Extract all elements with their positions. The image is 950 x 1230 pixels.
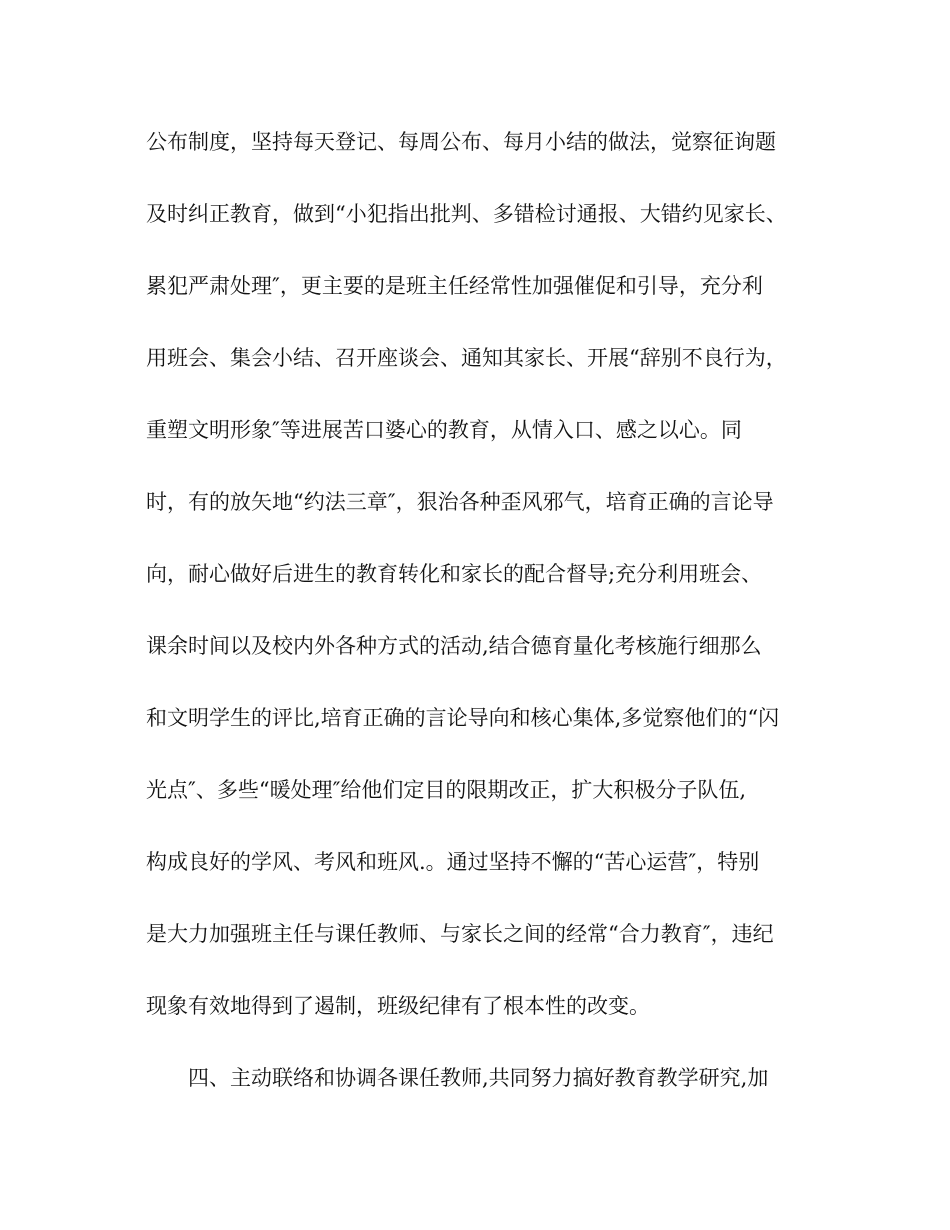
paragraph-line-2: 及时纠正教育，做到“小犯指出批判、多错检讨通报、大错约见家长、	[146, 202, 787, 226]
paragraph-line-8: 课余时间以及校内外各种方式的活动,结合德育量化考核施行细那么	[146, 634, 762, 658]
paragraph-line-13: 现象有效地得到了遏制，班级纪律有了根本性的改变。	[146, 994, 650, 1018]
paragraph-line-10: 光点″、多些“暖处理″给他们定目的限期改正，扩大积极分子队伍,	[146, 778, 747, 802]
paragraph-line-1: 公布制度，坚持每天登记、每周公布、每月小结的做法，觉察征询题	[146, 130, 776, 154]
section-heading-line: 四、主动联络和协调各课任教师,共同努力搞好教育教学研究,加	[188, 1066, 769, 1090]
paragraph-line-3: 累犯严肃处理″，更主要的是班主任经常性加强催促和引导，充分利	[146, 274, 763, 298]
paragraph-line-11: 构成良好的学风、考风和班风.。通过坚持不懈的“苦心运营″，特别	[146, 850, 760, 874]
paragraph-line-7: 向，耐心做好后进生的教育转化和家长的配合督导;充分利用班会、	[146, 562, 763, 586]
paragraph-line-12: 是大力加强班主任与课任教师、与家长之间的经常“合力教育″，违纪	[146, 922, 774, 946]
paragraph-line-9: 和文明学生的评比,培育正确的言论导向和核心集体,多觉察他们的“闪	[146, 706, 780, 730]
paragraph-line-5: 重塑文明形象″等进展苦口婆心的教育，从情入口、感之以心。同	[146, 418, 742, 442]
paragraph-line-4: 用班会、集会小结、召开座谈会、通知其家长、开展“辞别不良行为，	[146, 346, 787, 370]
paragraph-line-6: 时，有的放矢地“约法三章″，狠治各种歪风邪气，培育正确的言论导	[146, 490, 774, 514]
